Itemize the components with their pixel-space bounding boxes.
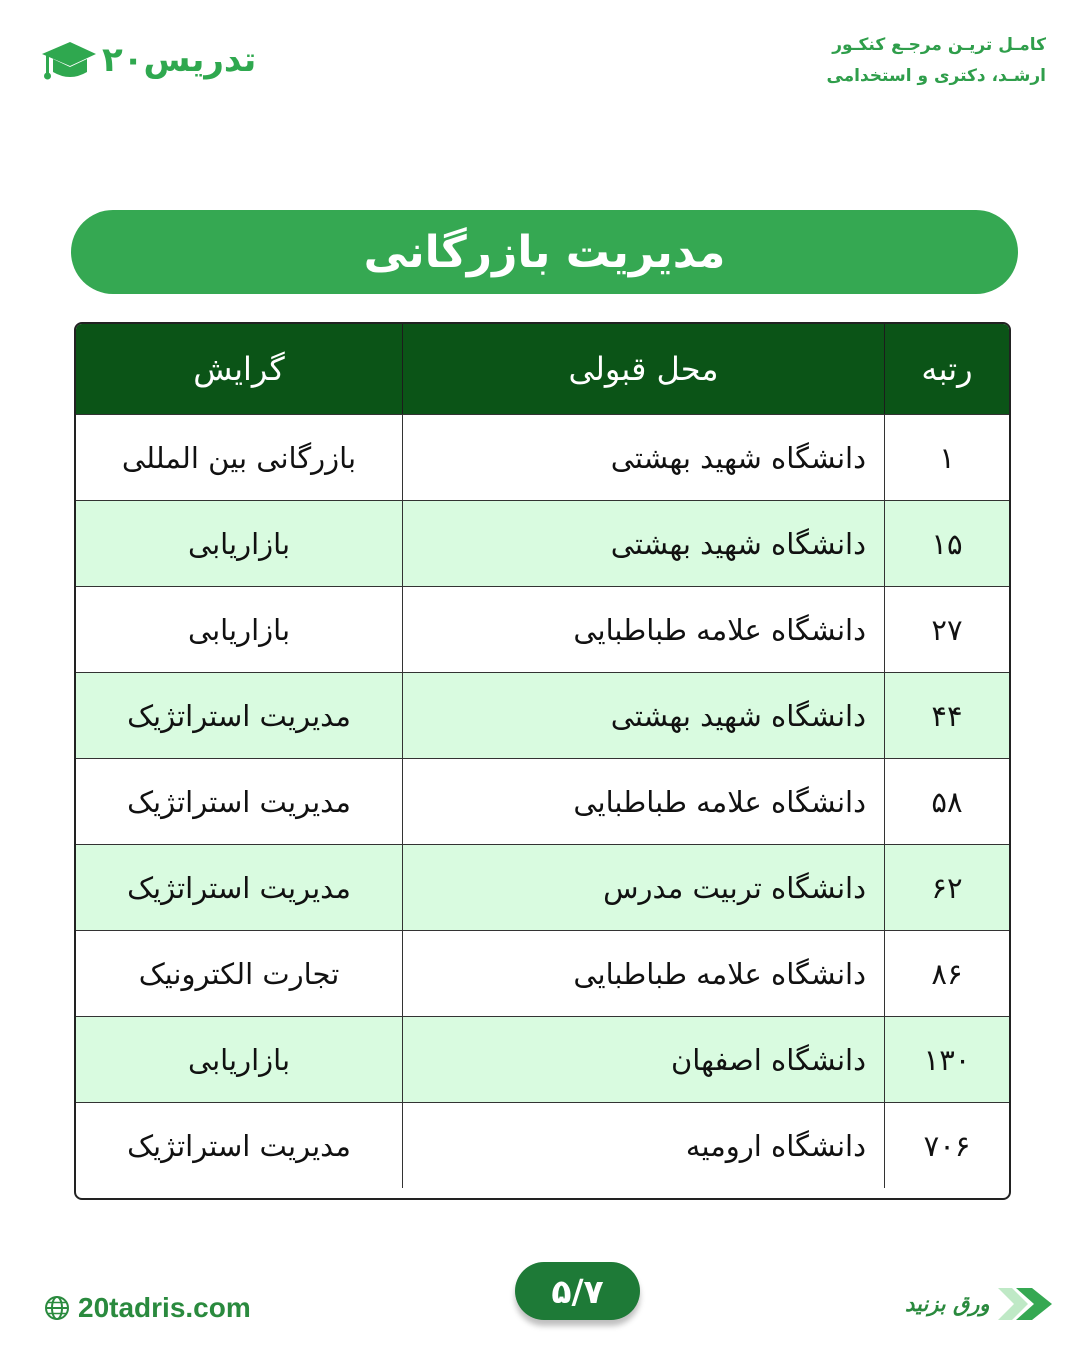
- major-cell: بازرگانی بین المللی: [121, 440, 357, 475]
- table-row: [76, 414, 1009, 500]
- rank-cell: ۲۷: [884, 587, 1009, 672]
- table-row: [76, 500, 1009, 586]
- place-cell: دانشگاه علامه طباطبایی: [402, 931, 884, 1016]
- major-cell: بازاریابی: [187, 1042, 291, 1077]
- place-cell: دانشگاه اصفهان: [402, 1017, 884, 1102]
- graduation-cap-icon: [40, 40, 98, 86]
- table-row: [76, 758, 1009, 844]
- place-cell: دانشگاه تربیت مدرس: [402, 845, 884, 930]
- tagline-line-1: کامـل تریـن مرجـع کنکـور: [832, 35, 1046, 55]
- header-place: محل قبولی: [402, 324, 884, 414]
- page-indicator: [515, 1262, 640, 1320]
- page-indicator-text: ۵/۷: [551, 1271, 604, 1311]
- page-title: [71, 210, 1018, 294]
- major-cell: مدیریت استراتژیک: [127, 1128, 351, 1163]
- place-cell: دانشگاه علامه طباطبایی: [402, 587, 884, 672]
- brand-logo-text: ۲۰تدریس: [102, 40, 257, 80]
- table-row: [76, 844, 1009, 930]
- place-cell: دانشگاه علامه طباطبایی: [402, 759, 884, 844]
- table-row: [76, 586, 1009, 672]
- page-title-text: مدیریت بازرگانی: [363, 226, 726, 278]
- rank-cell: ۵۸: [884, 759, 1009, 844]
- table-header-row: [76, 324, 1009, 414]
- header-major: گرایش: [193, 350, 285, 388]
- place-cell: دانشگاه شهید بهشتی: [402, 415, 884, 500]
- table-row: [76, 672, 1009, 758]
- major-cell: تجارت الکترونیک: [138, 956, 340, 991]
- admissions-table: [74, 322, 1011, 1200]
- swipe-hint[interactable]: [905, 1284, 1056, 1324]
- website-link[interactable]: [44, 1292, 251, 1324]
- website-text: 20tadris.com: [78, 1292, 251, 1323]
- rank-cell: ۴۴: [884, 673, 1009, 758]
- table-row: [76, 1016, 1009, 1102]
- place-cell: دانشگاه شهید بهشتی: [402, 501, 884, 586]
- table-row: [76, 1102, 1009, 1188]
- swipe-label: ورق بزنید: [905, 1292, 990, 1316]
- tagline-line-2: ارشـد، دکتری و استخدامی: [826, 66, 1046, 86]
- rank-cell: ۶۲: [884, 845, 1009, 930]
- table-row: [76, 930, 1009, 1016]
- brand-logo: [40, 38, 257, 88]
- major-cell: بازاریابی: [187, 612, 291, 647]
- globe-icon: [44, 1295, 70, 1321]
- rank-cell: ۱۳۰: [884, 1017, 1009, 1102]
- tagline: [826, 30, 1046, 92]
- double-chevron-icon: [996, 1284, 1056, 1324]
- rank-cell: ۷۰۶: [884, 1103, 1009, 1188]
- rank-cell: ۱۵: [884, 501, 1009, 586]
- major-cell: مدیریت استراتژیک: [127, 870, 351, 905]
- header-rank: رتبه: [884, 324, 1009, 414]
- major-cell: مدیریت استراتژیک: [127, 784, 351, 819]
- place-cell: دانشگاه شهید بهشتی: [402, 673, 884, 758]
- rank-cell: ۱: [884, 415, 1009, 500]
- rank-cell: ۸۶: [884, 931, 1009, 1016]
- major-cell: بازاریابی: [187, 526, 291, 561]
- major-cell: مدیریت استراتژیک: [127, 698, 351, 733]
- place-cell: دانشگاه ارومیه: [402, 1103, 884, 1188]
